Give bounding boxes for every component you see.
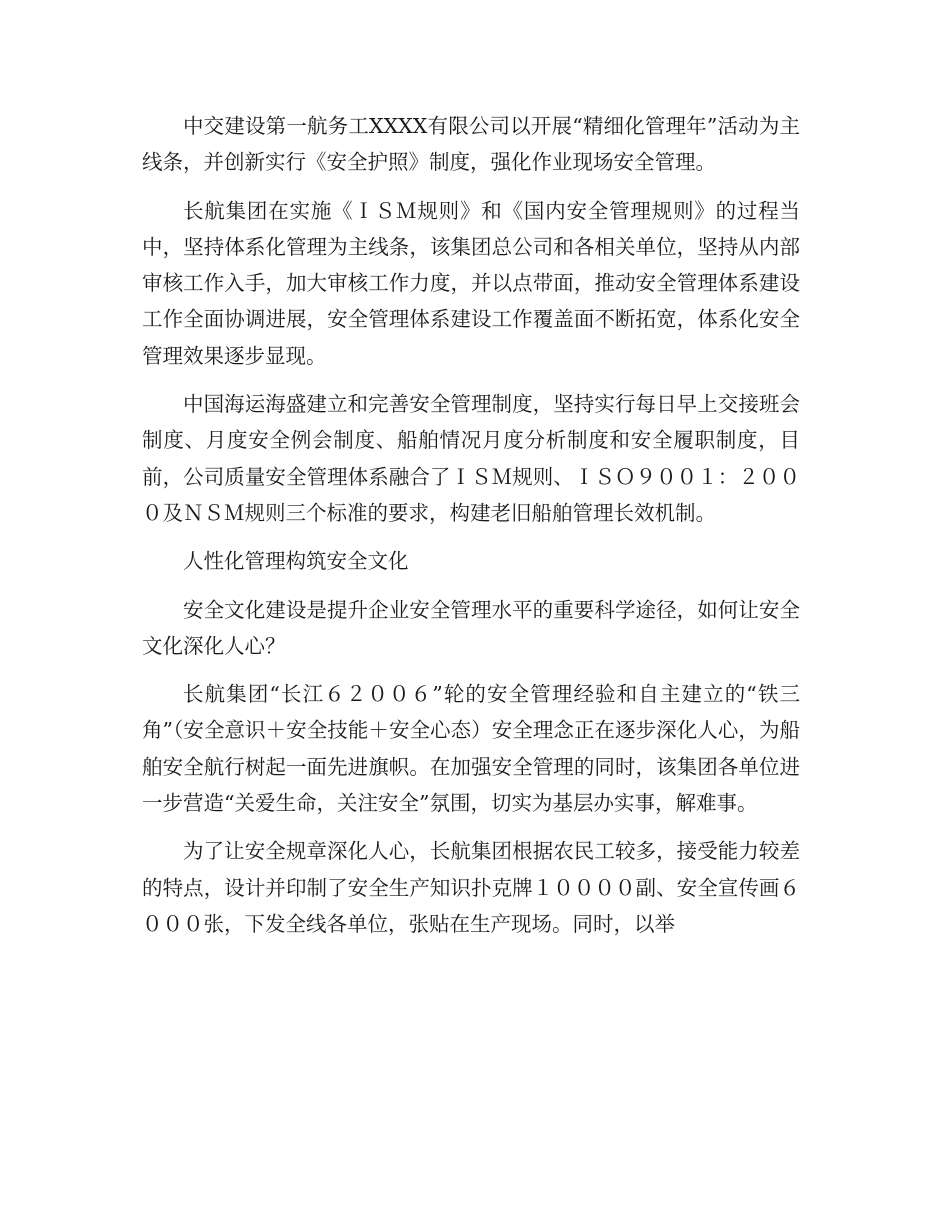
paragraph-5: 安全文化建设是提升企业安全管理水平的重要科学途径，如何让安全文化深化人心？ (142, 597, 800, 658)
section-heading: 人性化管理构筑安全文化 (183, 549, 409, 574)
paragraph-6: 长航集团“长江６２００６”轮的安全管理经验和自主建立的“铁三角”（安全意识＋安全技能＋安全心态）安全理念正在逐步深化人心，为船舶安全航行树起一面先进旗帜。在加强安全管理的同时，该集团各单位进一步营造“关爱生命，关注安全”氛围，切实为基层办实事，解难事。 (142, 682, 800, 816)
document-body (142, 108, 800, 954)
paragraph-7: 为了让安全规章深化人心，长航集团根据农民工较多，接受能力较差的特点，设计并印制了安全生产知识扑克牌１００００副、安全宣传画６０００张，下发全线各单位，张贴在生产现场。同时，以举 (142, 839, 800, 936)
paragraph-3: 中国海运海盛建立和完善安全管理制度，坚持实行每日早上交接班会制度、月度安全例会制度、船舶情况月度分析制度和安全履职制度，目前，公司质量安全管理体系融合了ＩＳＭ规则、ＩＳＯ９００１：２０００及ＮＳＭ规则三个标准的要求，构建老旧船舶管理长效机制。 (142, 392, 800, 525)
paragraph-1: 中交建设第一航务工XXXX有限公司以开展“精细化管理年”活动为主线条，并创新实行《安全护照》制度，强化作业现场安全管理。 (142, 114, 800, 175)
paragraph-2: 长航集团在实施《ＩＳＭ规则》和《国内安全管理规则》的过程当中，坚持体系化管理为主线条，该集团总公司和各相关单位，坚持从内部审核工作入手，加大审核工作力度，并以点带面，推动安全管理体系建设工作全面协调进展，安全管理体系建设工作覆盖面不断拓宽，体系化安全管理效果逐步显现。 (142, 198, 800, 368)
